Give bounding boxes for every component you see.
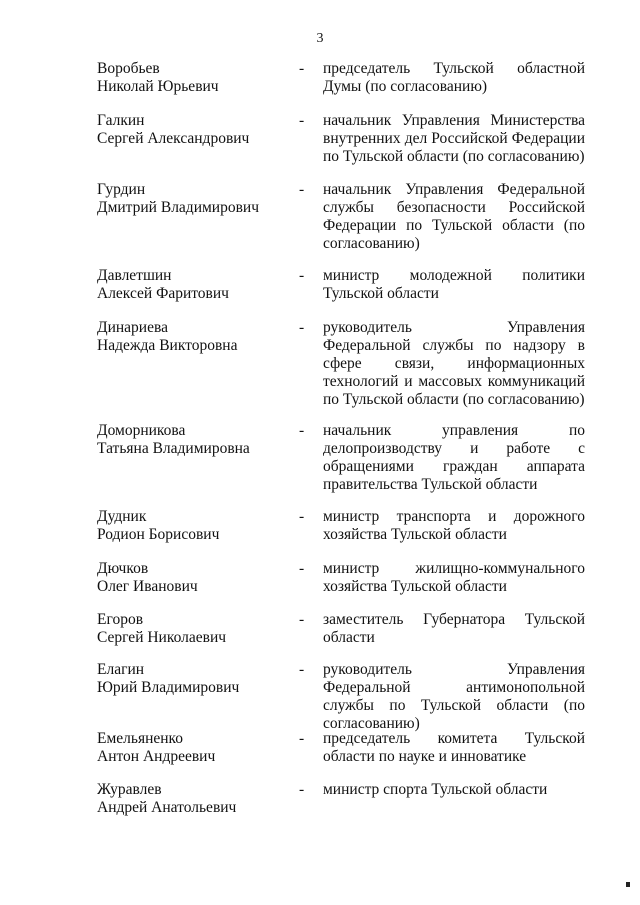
- member-given-names: Сергей Александрович: [97, 130, 250, 147]
- member-name: [97, 422, 292, 458]
- member-name: [97, 611, 292, 647]
- member-surname: Дудник: [97, 508, 147, 525]
- member-name: [97, 112, 292, 148]
- member-position: министр жилищно-коммунального хозяйства Тульской области: [323, 560, 585, 595]
- separator-dash: -: [299, 267, 305, 284]
- member-surname: Егоров: [97, 611, 144, 628]
- member-surname: Гурдин: [97, 181, 146, 198]
- member-given-names: Николай Юрьевич: [97, 78, 219, 95]
- member-position: заместитель Губернатора Тульской области: [323, 611, 585, 646]
- page-number: 3: [316, 31, 324, 46]
- separator-dash: -: [299, 560, 305, 577]
- separator-dash: -: [299, 319, 305, 336]
- member-given-names: Андрей Анатольевич: [97, 799, 237, 816]
- member-name: [97, 508, 292, 544]
- member-given-names: Родион Борисович: [97, 526, 220, 543]
- member-name: [97, 267, 292, 303]
- scan-artifact-dot: [626, 882, 630, 887]
- separator-dash: -: [299, 422, 305, 439]
- member-position: председатель Тульской областной Думы (по согласованию): [323, 60, 585, 95]
- member-given-names: Юрий Владимирович: [97, 679, 240, 696]
- member-surname: Емельяненко: [97, 730, 184, 747]
- member-surname: Журавлев: [97, 781, 162, 798]
- separator-dash: -: [299, 661, 305, 678]
- member-given-names: Надежда Викторовна: [97, 337, 238, 354]
- member-name: [97, 60, 292, 96]
- member-surname: Давлетшин: [97, 267, 172, 284]
- member-name: [97, 661, 292, 697]
- separator-dash: -: [299, 611, 305, 628]
- member-given-names: Татьяна Владимировна: [97, 440, 250, 457]
- separator-dash: -: [299, 508, 305, 525]
- member-given-names: Олег Иванович: [97, 578, 198, 595]
- member-position: руководитель Управления Федеральной антимонопольной службы по Тульской области (по согласованию): [323, 661, 585, 732]
- member-position: начальник Управления Федеральной службы безопасности Российской Федерации по Тульской области (по согласованию): [323, 181, 585, 252]
- member-name: [97, 560, 292, 596]
- member-position: министр спорта Тульской области: [323, 781, 548, 798]
- separator-dash: -: [299, 781, 305, 798]
- member-position: начальник Управления Министерства внутренних дел Российской Федерации по Тульской области (по согласованию): [323, 112, 585, 165]
- member-surname: Галкин: [97, 112, 145, 129]
- separator-dash: -: [299, 60, 305, 77]
- member-name: [97, 319, 292, 355]
- separator-dash: -: [299, 730, 305, 747]
- member-given-names: Алексей Фаритович: [97, 285, 229, 302]
- member-name: [97, 181, 292, 217]
- member-position: председатель комитета Тульской области по науке и инноватике: [323, 730, 585, 765]
- member-name: [97, 730, 292, 766]
- separator-dash: -: [299, 181, 305, 198]
- member-position: руководитель Управления Федеральной службы по надзору в сфере связи, информационных технологий и массовых коммуникаций по Тульской области (по согласованию): [323, 319, 585, 408]
- member-surname: Динариева: [97, 319, 168, 336]
- member-name: [97, 781, 292, 817]
- member-surname: Елагин: [97, 661, 145, 678]
- separator-dash: -: [299, 112, 305, 129]
- member-position: министр транспорта и дорожного хозяйства Тульской области: [323, 508, 585, 543]
- member-position: начальник управления по делопроизводству и работе с обращениями граждан аппарата правительства Тульской области: [323, 422, 585, 493]
- member-given-names: Антон Андреевич: [97, 748, 216, 765]
- member-surname: Воробьев: [97, 60, 160, 77]
- member-surname: Дючков: [97, 560, 149, 577]
- member-given-names: Дмитрий Владимирович: [97, 199, 260, 216]
- member-surname: Доморникова: [97, 422, 186, 439]
- member-given-names: Сергей Николаевич: [97, 629, 227, 646]
- member-position: министр молодежной политики Тульской области: [323, 267, 585, 302]
